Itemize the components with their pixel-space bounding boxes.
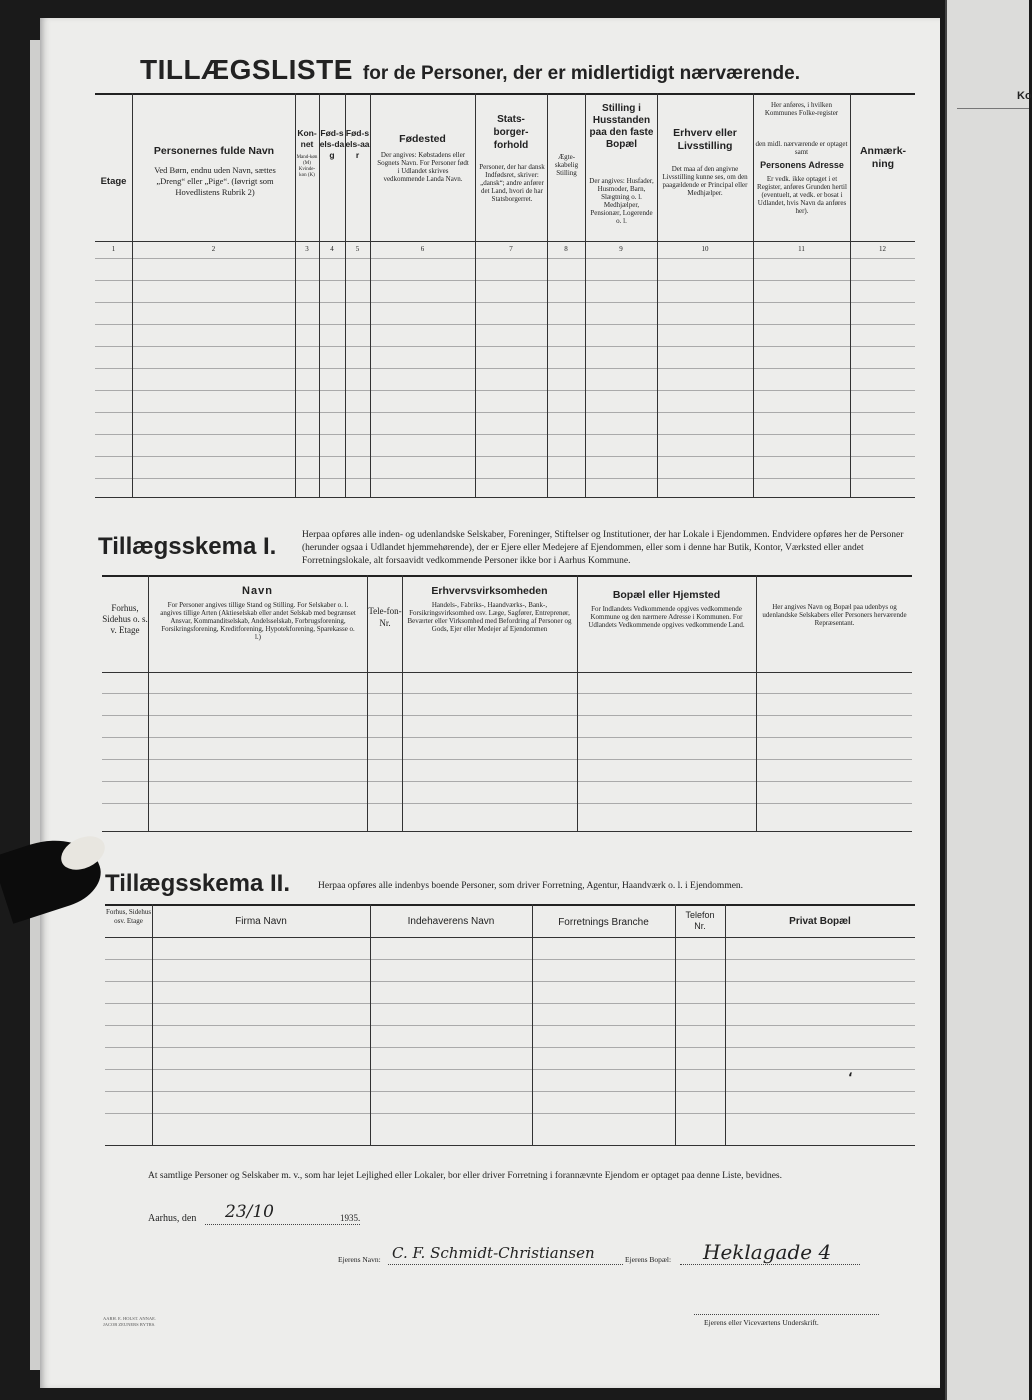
skema1-col-erhverv-desc: Handels-, Fabriks-, Haandværks-, Bank-, Forsikringsvirksomhed osv. Læge, Sagfører, Entreprenør, Beværter eller Virksomhed med Befordring af Personer og Gods, Ejer eller Medejer af Ejendommen bbox=[407, 601, 572, 633]
footer-owner-name-label: Ejerens Navn: bbox=[338, 1255, 381, 1264]
facing-page-fragment: Ko bbox=[1017, 90, 1032, 102]
col-num-11: 11 bbox=[798, 245, 805, 253]
col-aegteskab-title: Ægte-skabelig Stilling bbox=[554, 153, 579, 177]
col-num-2: 2 bbox=[211, 245, 216, 253]
col-stilling-title: Stilling i Husstanden paa den faste Bopæl bbox=[589, 103, 654, 150]
col-adresse-pre2: den midl. nærværende er optaget samt bbox=[755, 140, 848, 156]
footer-date-handwritten: 23/10 bbox=[225, 1202, 274, 1222]
col-num-7: 7 bbox=[509, 245, 513, 253]
col-foedselsdag-title: Fød-sels-dag bbox=[319, 128, 345, 160]
footer-owner-address-handwritten: Heklagade 4 bbox=[703, 1240, 832, 1264]
footer-year: 1935. bbox=[340, 1213, 361, 1223]
footer-owner-name-handwritten: C. F. Schmidt-Christiansen bbox=[392, 1244, 595, 1262]
col-stilling-desc: Der angives: Husfader, Husmoder, Barn, Slægtning o. l. Medhjælper, Pensionær, Logerende o. l. bbox=[589, 177, 654, 225]
col-foedested-title: Fødested bbox=[399, 133, 446, 145]
col-kon-desc: Mand-køn (M) Kvinde-kon (K) bbox=[296, 155, 318, 178]
skema1-col-navn-title: Navn bbox=[242, 585, 273, 597]
skema1-col-repr: Her angives Navn og Bopæl paa udenbys og udenlandske Selskabers eller Personers herværende Repræsentant. bbox=[762, 603, 907, 627]
skema1-col-telefon: Tele-fon-Nr. bbox=[368, 606, 402, 628]
skema1-col-bopael-desc: For Indlandets Vedkommende opgives vedkommende Kommune og den nærmere Adresse i Kommunen. For Udlandets Vedkommende opgives vedkommende Land. bbox=[588, 605, 745, 629]
col-num-4: 4 bbox=[330, 245, 334, 253]
col-num-1: 1 bbox=[111, 245, 116, 253]
form-page: TILLÆGSLISTE for de Personer, der er midlertidigt nærværende. Etage 1 Personernes fulde Navn Ved Børn, endnu uden Navn, sættes „Dreng“ eller „Pige“. (Iøvrigt som Hovedlistens Rubrik 2) 2 Kon-net Mand-køn (M) Kvinde-kon (K) 3 Fød-sels-dag 4 Fød-sels-aar 5 Fødested Der angives: Købstadens eller Sognets Navn. For Personer født i Udlandet skrives vedkommende Landa Navn. 6 Stats-borger-forhold Personer, der har dansk Indfødsret, skriver: „dansk“; andre anfører det Land, hvori de har Statsborgerret. 7 Ægte-skabelig Stilling 8 Stilling i Husstanden paa den faste Bopæl Der angives: Husfader, Husmoder, Barn, Slægtning o. l. Medhjælper, Pensionær, Logerende o. l. 9 Erhverv eller Livsstilling Det maa af den angivne Livsstilling kunne ses, om den paagældende er Principal eller Medhjælper. 10 Her anføres, i hvilken Kommunes Folke-register den midl. nærværende er optaget samt Personens Adresse Er vedk. ikke optaget i et Register, anføres Grunden hertil (eventuelt, at vedk. er bosat i Udlandet, hvis Navn da anføres her). 11 Anmærk-ning 12 Tillægsskema I. Herpaa opføres alle inden- og udenlandske Selskaber, Foreninger, Stiftelser og Institutioner, der har Lokale i Ejendommen. Endvidere opføres her de Personer (herunder ogsaa i Udlandet hjemmehørende), der er Ejere eller Medejere af Ejendommen, eller som i denne har Butik, Kontor, Værksted eller andet Forretningslokale, alt forsaavidt vedkommende Personer ikke bor i Aarhus Kommune. Forhus, Sidehus o. s. v. Etage Navn For Personer angives tillige Stand og Stilling. For Selskaber o. l. angives tillige Arten (Aktieselskab eller andet Selskab med begrænset Ansvar, Kommanditselskab, Andelsselskab, Forbrugsforening, Forsikringsforening, Kreditforening, Hypotekforening, Sparekasse o. l.) Tele-fon-Nr. Erhvervsvirksomheden Handels-, Fabriks-, Haandværks-, Bank-, Forsikringsvirksomhed osv. Læge, Sagfører, Entreprenør, Beværter eller Virksomhed med Befordring af Personer og Gods, Ejer eller Medejer af Ejendommen Bopæl eller Hjemsted For Indlandets Vedkommende opgives vedkommende Kommune og den nærmere Adresse i Kommunen. For Udlandets Vedkommende opgives vedkommende Land. Her angives Navn og Bopæl paa udenbys og udenlandske Selskabers eller Personers herværende Repræsentant. Tillægsskema II. Herpaa opføres alle indenbys boende Personer, som driver Forretning, Agentur, Haandværk o. l. i Ejendommen. Forhus, Sidehus osv. Etage Firma Navn Indehaverens Navn Forretnings Branche Telefon Nr. Privat Bopæl ، At samtlige Personer og Selskaber m. v., som har lejet Lejlighed eller Lokaler, bor eller driver Forretning i forannævnte Ejendom er optaget paa denne Liste, bevidnes. Aarhus, den 23/10 1935. Ejerens Navn: C. F. Schmidt-Christiansen Ejerens Bopæl: Heklagade 4 Ejerens eller Viceværtens Underskrift. AARH. E. HOLST. ANNAE. JACOB ZEUNERS BYTRS. bbox=[40, 18, 940, 1388]
col-num-6: 6 bbox=[420, 245, 425, 253]
footer-declaration: At samtlige Personer og Selskaber m. v., som har lejet Lejlighed eller Lokaler, bor eller driver Forretning i forannævnte Ejendom er optaget paa denne Liste, bevidnes. bbox=[148, 1171, 782, 1181]
col-num-12: 12 bbox=[879, 245, 886, 253]
skema1-title: Tillægsskema I. bbox=[98, 533, 277, 560]
col-anmaerkning-title: Anmærk-ning bbox=[859, 145, 907, 170]
facing-page bbox=[945, 0, 1032, 1400]
liste-title-big: TILLÆGSLISTE bbox=[140, 54, 353, 85]
skema1-col-etage: Forhus, Sidehus o. s. v. Etage bbox=[102, 603, 148, 635]
col-stats-title: Stats-borger-forhold bbox=[493, 114, 529, 151]
col-kon-title: Kon-net bbox=[297, 128, 317, 149]
col-navn-title: Personernes fulde Navn bbox=[153, 145, 275, 157]
skema2-col-firma: Firma Navn bbox=[235, 916, 287, 927]
skema2-table bbox=[105, 904, 915, 1146]
liste-title bbox=[140, 54, 800, 86]
col-erhverv-desc: Det maa af den angivne Livsstilling kunne ses, om den paagældende er Principal eller Medhjælper. bbox=[662, 165, 748, 197]
footer-place: Aarhus, den bbox=[148, 1213, 197, 1224]
liste-table bbox=[95, 93, 915, 498]
footer-owner-address-label: Ejerens Bopæl: bbox=[625, 1255, 672, 1264]
col-adresse-title: Personens Adresse bbox=[760, 160, 844, 170]
col-navn-desc: Ved Børn, endnu uden Navn, sættes „Dreng“ eller „Pige“. (Iøvrigt som Hovedlistens Rubrik 2) bbox=[154, 165, 276, 197]
col-adresse-pre: Her anføres, i hvilken Kommunes Folke-register bbox=[764, 101, 839, 117]
skema2-col-branche: Forretnings Branche bbox=[558, 917, 649, 928]
col-adresse-desc: Er vedk. ikke optaget i et Register, anføres Grunden hertil (eventuelt, at vedk. er bosat i Udlandet, hvis Navn da anføres her). bbox=[757, 175, 847, 215]
col-foedselsaar-title: Fød-sels-aar bbox=[345, 128, 370, 160]
liste-title-rest: for de Personer, der er midlertidigt nærværende. bbox=[362, 63, 801, 84]
col-erhverv-title: Erhverv eller Livsstilling bbox=[673, 127, 737, 152]
skema1-col-erhverv-title: Erhvervsvirksomheden bbox=[431, 585, 548, 597]
skema2-col-telefon: Telefon Nr. bbox=[685, 910, 715, 931]
skema1-col-navn-desc: For Personer angives tillige Stand og Stilling. For Selskaber o. l. angives tillige Arten (Aktieselskab eller andet Selskab med begrænset Ansvar, Kommanditselskab, Andelsselskab, Forbrugsforening, Forsikringsforening, Kreditforening, Hypotekforening, Sparekasse o. l.) bbox=[160, 601, 356, 641]
col-num-5: 5 bbox=[355, 245, 360, 253]
col-num-9: 9 bbox=[619, 245, 623, 253]
footer-signature-label: Ejerens eller Viceværtens Underskrift. bbox=[704, 1318, 819, 1327]
col-num-8: 8 bbox=[564, 245, 568, 253]
col-num-10: 10 bbox=[701, 245, 709, 253]
skema2-col-indehaver: Indehaverens Navn bbox=[407, 916, 495, 927]
skema2-title: Tillægsskema II. bbox=[105, 870, 290, 897]
col-foedested-desc: Der angives: Købstadens eller Sognets Navn. For Personer født i Udlandet skrives vedkommende Landa Navn. bbox=[377, 151, 469, 183]
skema2-intro: Herpaa opføres alle indenbys boende Personer, som driver Forretning, Agentur, Haandværk o. l. i Ejendommen. bbox=[318, 881, 744, 891]
skema2-col-bopael: Privat Bopæl bbox=[789, 916, 851, 927]
footer-printer: AARH. E. HOLST. ANNAE. JACOB ZEUNERS BYTRS. bbox=[103, 1316, 157, 1327]
col-etage-title: Etage bbox=[100, 176, 127, 187]
skema1-table bbox=[102, 575, 912, 832]
skema2-col-etage: Forhus, Sidehus osv. Etage bbox=[105, 908, 152, 925]
col-stats-desc: Personer, der har dansk Indfødsret, skriver: „dansk“; andre anfører det Land, hvori de har Statsborgerret. bbox=[479, 163, 545, 203]
skema1-col-bopael-title: Bopæl eller Hjemsted bbox=[612, 589, 721, 601]
skema1-intro: Herpaa opføres alle inden- og udenlandske Selskaber, Foreninger, Stiftelser og Institutioner, der har Lokale i Ejendommen. Endvidere opføres her de Personer (herunder ogsaa i Udlandet hjemmehørende), der er Ejere eller Medejere af Ejendommen, eller som i denne har Butik, Kontor, Værksted eller andet Forretningslokale, alt forsaavidt vedkommende Personer ikke bor i Aarhus Kommune. bbox=[302, 530, 904, 566]
col-num-3: 3 bbox=[305, 245, 309, 253]
